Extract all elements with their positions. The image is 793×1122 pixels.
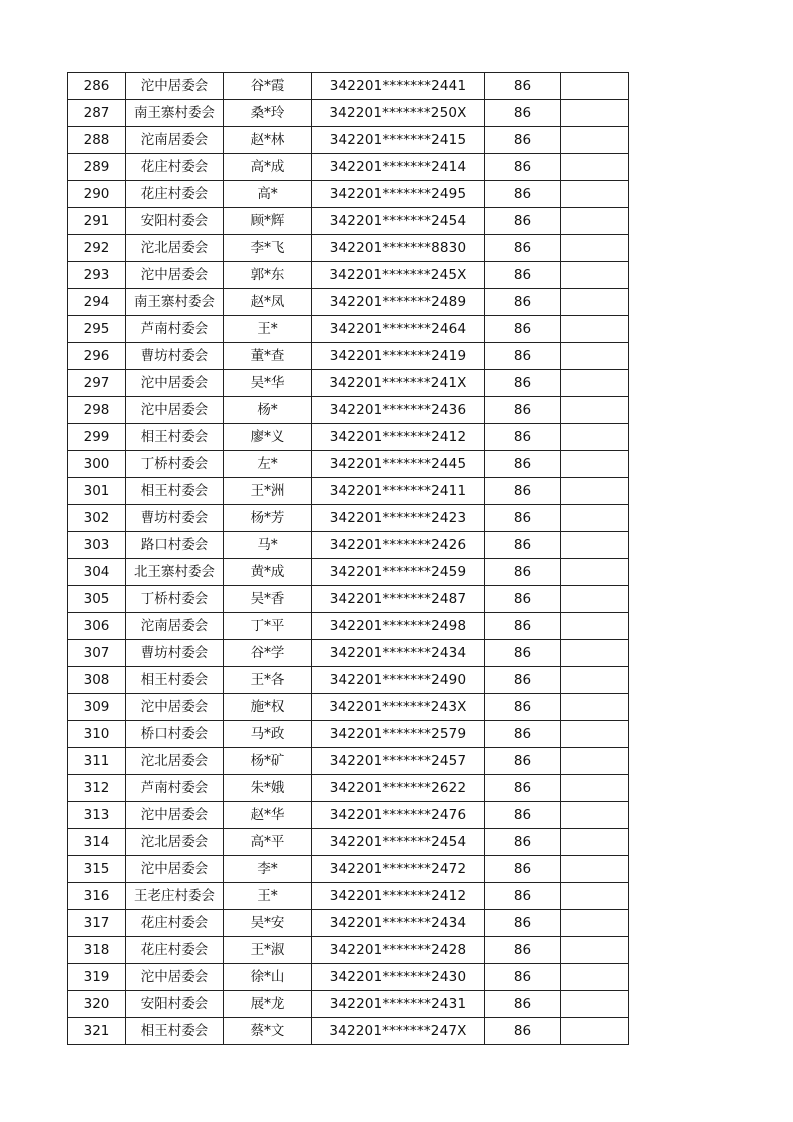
committee-name-cell: 相王村委会 [126, 478, 224, 505]
id-number-cell: 342201*******2412 [312, 883, 485, 910]
score-cell: 86 [485, 316, 561, 343]
remark-cell [561, 316, 629, 343]
row-number-cell: 312 [68, 775, 126, 802]
remark-cell [561, 181, 629, 208]
id-number-cell: 342201*******2459 [312, 559, 485, 586]
committee-name-cell: 南王寨村委会 [126, 100, 224, 127]
committee-name-cell: 曹坊村委会 [126, 640, 224, 667]
committee-name-cell: 路口村委会 [126, 532, 224, 559]
person-name-cell: 李*飞 [224, 235, 312, 262]
id-number-cell: 342201*******2436 [312, 397, 485, 424]
row-number-cell: 292 [68, 235, 126, 262]
id-number-cell: 342201*******2434 [312, 640, 485, 667]
person-name-cell: 王*洲 [224, 478, 312, 505]
row-number-cell: 286 [68, 73, 126, 100]
score-cell: 86 [485, 559, 561, 586]
committee-name-cell: 桥口村委会 [126, 721, 224, 748]
id-number-cell: 342201*******2415 [312, 127, 485, 154]
table-row [68, 802, 629, 829]
id-number-cell: 342201*******243X [312, 694, 485, 721]
row-number-cell: 296 [68, 343, 126, 370]
row-number-cell: 304 [68, 559, 126, 586]
remark-cell [561, 559, 629, 586]
score-cell: 86 [485, 613, 561, 640]
committee-name-cell: 沱中居委会 [126, 370, 224, 397]
table-row [68, 991, 629, 1018]
score-cell: 86 [485, 829, 561, 856]
table-row [68, 478, 629, 505]
committee-name-cell: 相王村委会 [126, 424, 224, 451]
id-number-cell: 342201*******2622 [312, 775, 485, 802]
table-row [68, 424, 629, 451]
row-number-cell: 313 [68, 802, 126, 829]
remark-cell [561, 289, 629, 316]
table-row [68, 289, 629, 316]
row-number-cell: 305 [68, 586, 126, 613]
person-name-cell: 董*查 [224, 343, 312, 370]
row-number-cell: 300 [68, 451, 126, 478]
score-cell: 86 [485, 343, 561, 370]
score-cell: 86 [485, 154, 561, 181]
score-cell: 86 [485, 532, 561, 559]
committee-name-cell: 沱中居委会 [126, 262, 224, 289]
person-name-cell: 王*各 [224, 667, 312, 694]
remark-cell [561, 883, 629, 910]
table-row [68, 451, 629, 478]
row-number-cell: 320 [68, 991, 126, 1018]
table-row [68, 721, 629, 748]
committee-name-cell: 沱北居委会 [126, 748, 224, 775]
person-name-cell: 谷*霞 [224, 73, 312, 100]
score-cell: 86 [485, 397, 561, 424]
score-cell: 86 [485, 1018, 561, 1045]
row-number-cell: 294 [68, 289, 126, 316]
table-row [68, 694, 629, 721]
row-number-cell: 319 [68, 964, 126, 991]
remark-cell [561, 73, 629, 100]
committee-name-cell: 相王村委会 [126, 667, 224, 694]
id-number-cell: 342201*******2498 [312, 613, 485, 640]
row-number-cell: 295 [68, 316, 126, 343]
score-cell: 86 [485, 424, 561, 451]
committee-name-cell: 花庄村委会 [126, 910, 224, 937]
id-number-cell: 342201*******2445 [312, 451, 485, 478]
score-cell: 86 [485, 721, 561, 748]
id-number-cell: 342201*******2419 [312, 343, 485, 370]
remark-cell [561, 343, 629, 370]
id-number-cell: 342201*******2472 [312, 856, 485, 883]
id-number-cell: 342201*******2495 [312, 181, 485, 208]
row-number-cell: 291 [68, 208, 126, 235]
score-cell: 86 [485, 262, 561, 289]
person-name-cell: 左* [224, 451, 312, 478]
id-number-cell: 342201*******2579 [312, 721, 485, 748]
committee-name-cell: 南王寨村委会 [126, 289, 224, 316]
table-row [68, 775, 629, 802]
table-row [68, 829, 629, 856]
remark-cell [561, 505, 629, 532]
id-number-cell: 342201*******2487 [312, 586, 485, 613]
table-row [68, 532, 629, 559]
score-cell: 86 [485, 883, 561, 910]
id-number-cell: 342201*******2426 [312, 532, 485, 559]
id-number-cell: 342201*******2489 [312, 289, 485, 316]
person-name-cell: 马* [224, 532, 312, 559]
person-name-cell: 吴*安 [224, 910, 312, 937]
person-name-cell: 谷*学 [224, 640, 312, 667]
person-name-cell: 顾*辉 [224, 208, 312, 235]
table-row [68, 964, 629, 991]
score-cell: 86 [485, 73, 561, 100]
person-name-cell: 王*淑 [224, 937, 312, 964]
committee-name-cell: 芦南村委会 [126, 775, 224, 802]
remark-cell [561, 1018, 629, 1045]
remark-cell [561, 586, 629, 613]
remark-cell [561, 370, 629, 397]
row-number-cell: 309 [68, 694, 126, 721]
person-name-cell: 丁*平 [224, 613, 312, 640]
row-number-cell: 288 [68, 127, 126, 154]
score-cell: 86 [485, 964, 561, 991]
score-cell: 86 [485, 127, 561, 154]
score-cell: 86 [485, 802, 561, 829]
score-cell: 86 [485, 208, 561, 235]
remark-cell [561, 613, 629, 640]
person-name-cell: 桑*玲 [224, 100, 312, 127]
table-row [68, 910, 629, 937]
remark-cell [561, 856, 629, 883]
table-row [68, 856, 629, 883]
score-cell: 86 [485, 937, 561, 964]
person-name-cell: 吴*香 [224, 586, 312, 613]
id-number-cell: 342201*******2464 [312, 316, 485, 343]
remark-cell [561, 262, 629, 289]
score-cell: 86 [485, 748, 561, 775]
committee-name-cell: 相王村委会 [126, 1018, 224, 1045]
committee-name-cell: 安阳村委会 [126, 991, 224, 1018]
table-row [68, 397, 629, 424]
committee-name-cell: 沱北居委会 [126, 829, 224, 856]
score-cell: 86 [485, 100, 561, 127]
table-row [68, 937, 629, 964]
person-name-cell: 赵*华 [224, 802, 312, 829]
row-number-cell: 297 [68, 370, 126, 397]
remark-cell [561, 748, 629, 775]
row-number-cell: 314 [68, 829, 126, 856]
score-cell: 86 [485, 991, 561, 1018]
id-number-cell: 342201*******2431 [312, 991, 485, 1018]
person-name-cell: 王* [224, 316, 312, 343]
row-number-cell: 289 [68, 154, 126, 181]
person-name-cell: 李* [224, 856, 312, 883]
committee-name-cell: 花庄村委会 [126, 154, 224, 181]
roster-body [68, 73, 629, 1045]
committee-name-cell: 沱中居委会 [126, 856, 224, 883]
row-number-cell: 302 [68, 505, 126, 532]
row-number-cell: 318 [68, 937, 126, 964]
roster-table [67, 72, 629, 1045]
row-number-cell: 290 [68, 181, 126, 208]
row-number-cell: 293 [68, 262, 126, 289]
id-number-cell: 342201*******2434 [312, 910, 485, 937]
committee-name-cell: 沱中居委会 [126, 73, 224, 100]
remark-cell [561, 127, 629, 154]
person-name-cell: 徐*山 [224, 964, 312, 991]
person-name-cell: 展*龙 [224, 991, 312, 1018]
table-row [68, 883, 629, 910]
score-cell: 86 [485, 289, 561, 316]
person-name-cell: 杨*芳 [224, 505, 312, 532]
remark-cell [561, 721, 629, 748]
row-number-cell: 301 [68, 478, 126, 505]
remark-cell [561, 991, 629, 1018]
row-number-cell: 321 [68, 1018, 126, 1045]
table-row [68, 235, 629, 262]
id-number-cell: 342201*******2454 [312, 829, 485, 856]
score-cell: 86 [485, 370, 561, 397]
id-number-cell: 342201*******2476 [312, 802, 485, 829]
row-number-cell: 307 [68, 640, 126, 667]
score-cell: 86 [485, 505, 561, 532]
id-number-cell: 342201*******2411 [312, 478, 485, 505]
table-row [68, 73, 629, 100]
id-number-cell: 342201*******2441 [312, 73, 485, 100]
remark-cell [561, 964, 629, 991]
remark-cell [561, 235, 629, 262]
id-number-cell: 342201*******245X [312, 262, 485, 289]
id-number-cell: 342201*******2428 [312, 937, 485, 964]
table-row [68, 613, 629, 640]
remark-cell [561, 775, 629, 802]
committee-name-cell: 曹坊村委会 [126, 343, 224, 370]
person-name-cell: 杨*矿 [224, 748, 312, 775]
remark-cell [561, 667, 629, 694]
table-row [68, 181, 629, 208]
table-row [68, 316, 629, 343]
committee-name-cell: 芦南村委会 [126, 316, 224, 343]
committee-name-cell: 丁桥村委会 [126, 451, 224, 478]
remark-cell [561, 397, 629, 424]
score-cell: 86 [485, 640, 561, 667]
remark-cell [561, 910, 629, 937]
person-name-cell: 郭*东 [224, 262, 312, 289]
remark-cell [561, 937, 629, 964]
score-cell: 86 [485, 586, 561, 613]
person-name-cell: 赵*凤 [224, 289, 312, 316]
table-row [68, 1018, 629, 1045]
remark-cell [561, 532, 629, 559]
table-row [68, 559, 629, 586]
id-number-cell: 342201*******250X [312, 100, 485, 127]
score-cell: 86 [485, 181, 561, 208]
score-cell: 86 [485, 910, 561, 937]
committee-name-cell: 丁桥村委会 [126, 586, 224, 613]
remark-cell [561, 478, 629, 505]
person-name-cell: 施*权 [224, 694, 312, 721]
person-name-cell: 王* [224, 883, 312, 910]
person-name-cell: 马*政 [224, 721, 312, 748]
committee-name-cell: 沱中居委会 [126, 397, 224, 424]
committee-name-cell: 沱北居委会 [126, 235, 224, 262]
table-row [68, 586, 629, 613]
person-name-cell: 高*平 [224, 829, 312, 856]
remark-cell [561, 208, 629, 235]
committee-name-cell: 花庄村委会 [126, 937, 224, 964]
committee-name-cell: 北王寨村委会 [126, 559, 224, 586]
remark-cell [561, 640, 629, 667]
id-number-cell: 342201*******2457 [312, 748, 485, 775]
committee-name-cell: 曹坊村委会 [126, 505, 224, 532]
person-name-cell: 高* [224, 181, 312, 208]
score-cell: 86 [485, 478, 561, 505]
table-row [68, 748, 629, 775]
table-row [68, 343, 629, 370]
row-number-cell: 316 [68, 883, 126, 910]
person-name-cell: 赵*林 [224, 127, 312, 154]
committee-name-cell: 沱中居委会 [126, 802, 224, 829]
person-name-cell: 朱*娥 [224, 775, 312, 802]
committee-name-cell: 王老庄村委会 [126, 883, 224, 910]
committee-name-cell: 沱南居委会 [126, 127, 224, 154]
table-row [68, 667, 629, 694]
id-number-cell: 342201*******2490 [312, 667, 485, 694]
person-name-cell: 吴*华 [224, 370, 312, 397]
person-name-cell: 廖*义 [224, 424, 312, 451]
score-cell: 86 [485, 451, 561, 478]
table-row [68, 505, 629, 532]
id-number-cell: 342201*******2423 [312, 505, 485, 532]
row-number-cell: 317 [68, 910, 126, 937]
id-number-cell: 342201*******2414 [312, 154, 485, 181]
remark-cell [561, 694, 629, 721]
remark-cell [561, 451, 629, 478]
score-cell: 86 [485, 235, 561, 262]
id-number-cell: 342201*******241X [312, 370, 485, 397]
committee-name-cell: 安阳村委会 [126, 208, 224, 235]
person-name-cell: 杨* [224, 397, 312, 424]
remark-cell [561, 154, 629, 181]
id-number-cell: 342201*******2430 [312, 964, 485, 991]
committee-name-cell: 花庄村委会 [126, 181, 224, 208]
row-number-cell: 287 [68, 100, 126, 127]
score-cell: 86 [485, 667, 561, 694]
row-number-cell: 311 [68, 748, 126, 775]
row-number-cell: 315 [68, 856, 126, 883]
table-row [68, 208, 629, 235]
row-number-cell: 303 [68, 532, 126, 559]
score-cell: 86 [485, 775, 561, 802]
table-row [68, 640, 629, 667]
table-row [68, 154, 629, 181]
id-number-cell: 342201*******2412 [312, 424, 485, 451]
person-name-cell: 高*成 [224, 154, 312, 181]
row-number-cell: 310 [68, 721, 126, 748]
committee-name-cell: 沱中居委会 [126, 694, 224, 721]
row-number-cell: 299 [68, 424, 126, 451]
table-row [68, 262, 629, 289]
id-number-cell: 342201*******2454 [312, 208, 485, 235]
table-row [68, 370, 629, 397]
id-number-cell: 342201*******8830 [312, 235, 485, 262]
person-name-cell: 黄*成 [224, 559, 312, 586]
score-cell: 86 [485, 694, 561, 721]
remark-cell [561, 829, 629, 856]
row-number-cell: 306 [68, 613, 126, 640]
remark-cell [561, 802, 629, 829]
remark-cell [561, 100, 629, 127]
committee-name-cell: 沱中居委会 [126, 964, 224, 991]
id-number-cell: 342201*******247X [312, 1018, 485, 1045]
row-number-cell: 308 [68, 667, 126, 694]
table-row [68, 127, 629, 154]
row-number-cell: 298 [68, 397, 126, 424]
score-cell: 86 [485, 856, 561, 883]
table-row [68, 100, 629, 127]
committee-name-cell: 沱南居委会 [126, 613, 224, 640]
person-name-cell: 蔡*文 [224, 1018, 312, 1045]
remark-cell [561, 424, 629, 451]
